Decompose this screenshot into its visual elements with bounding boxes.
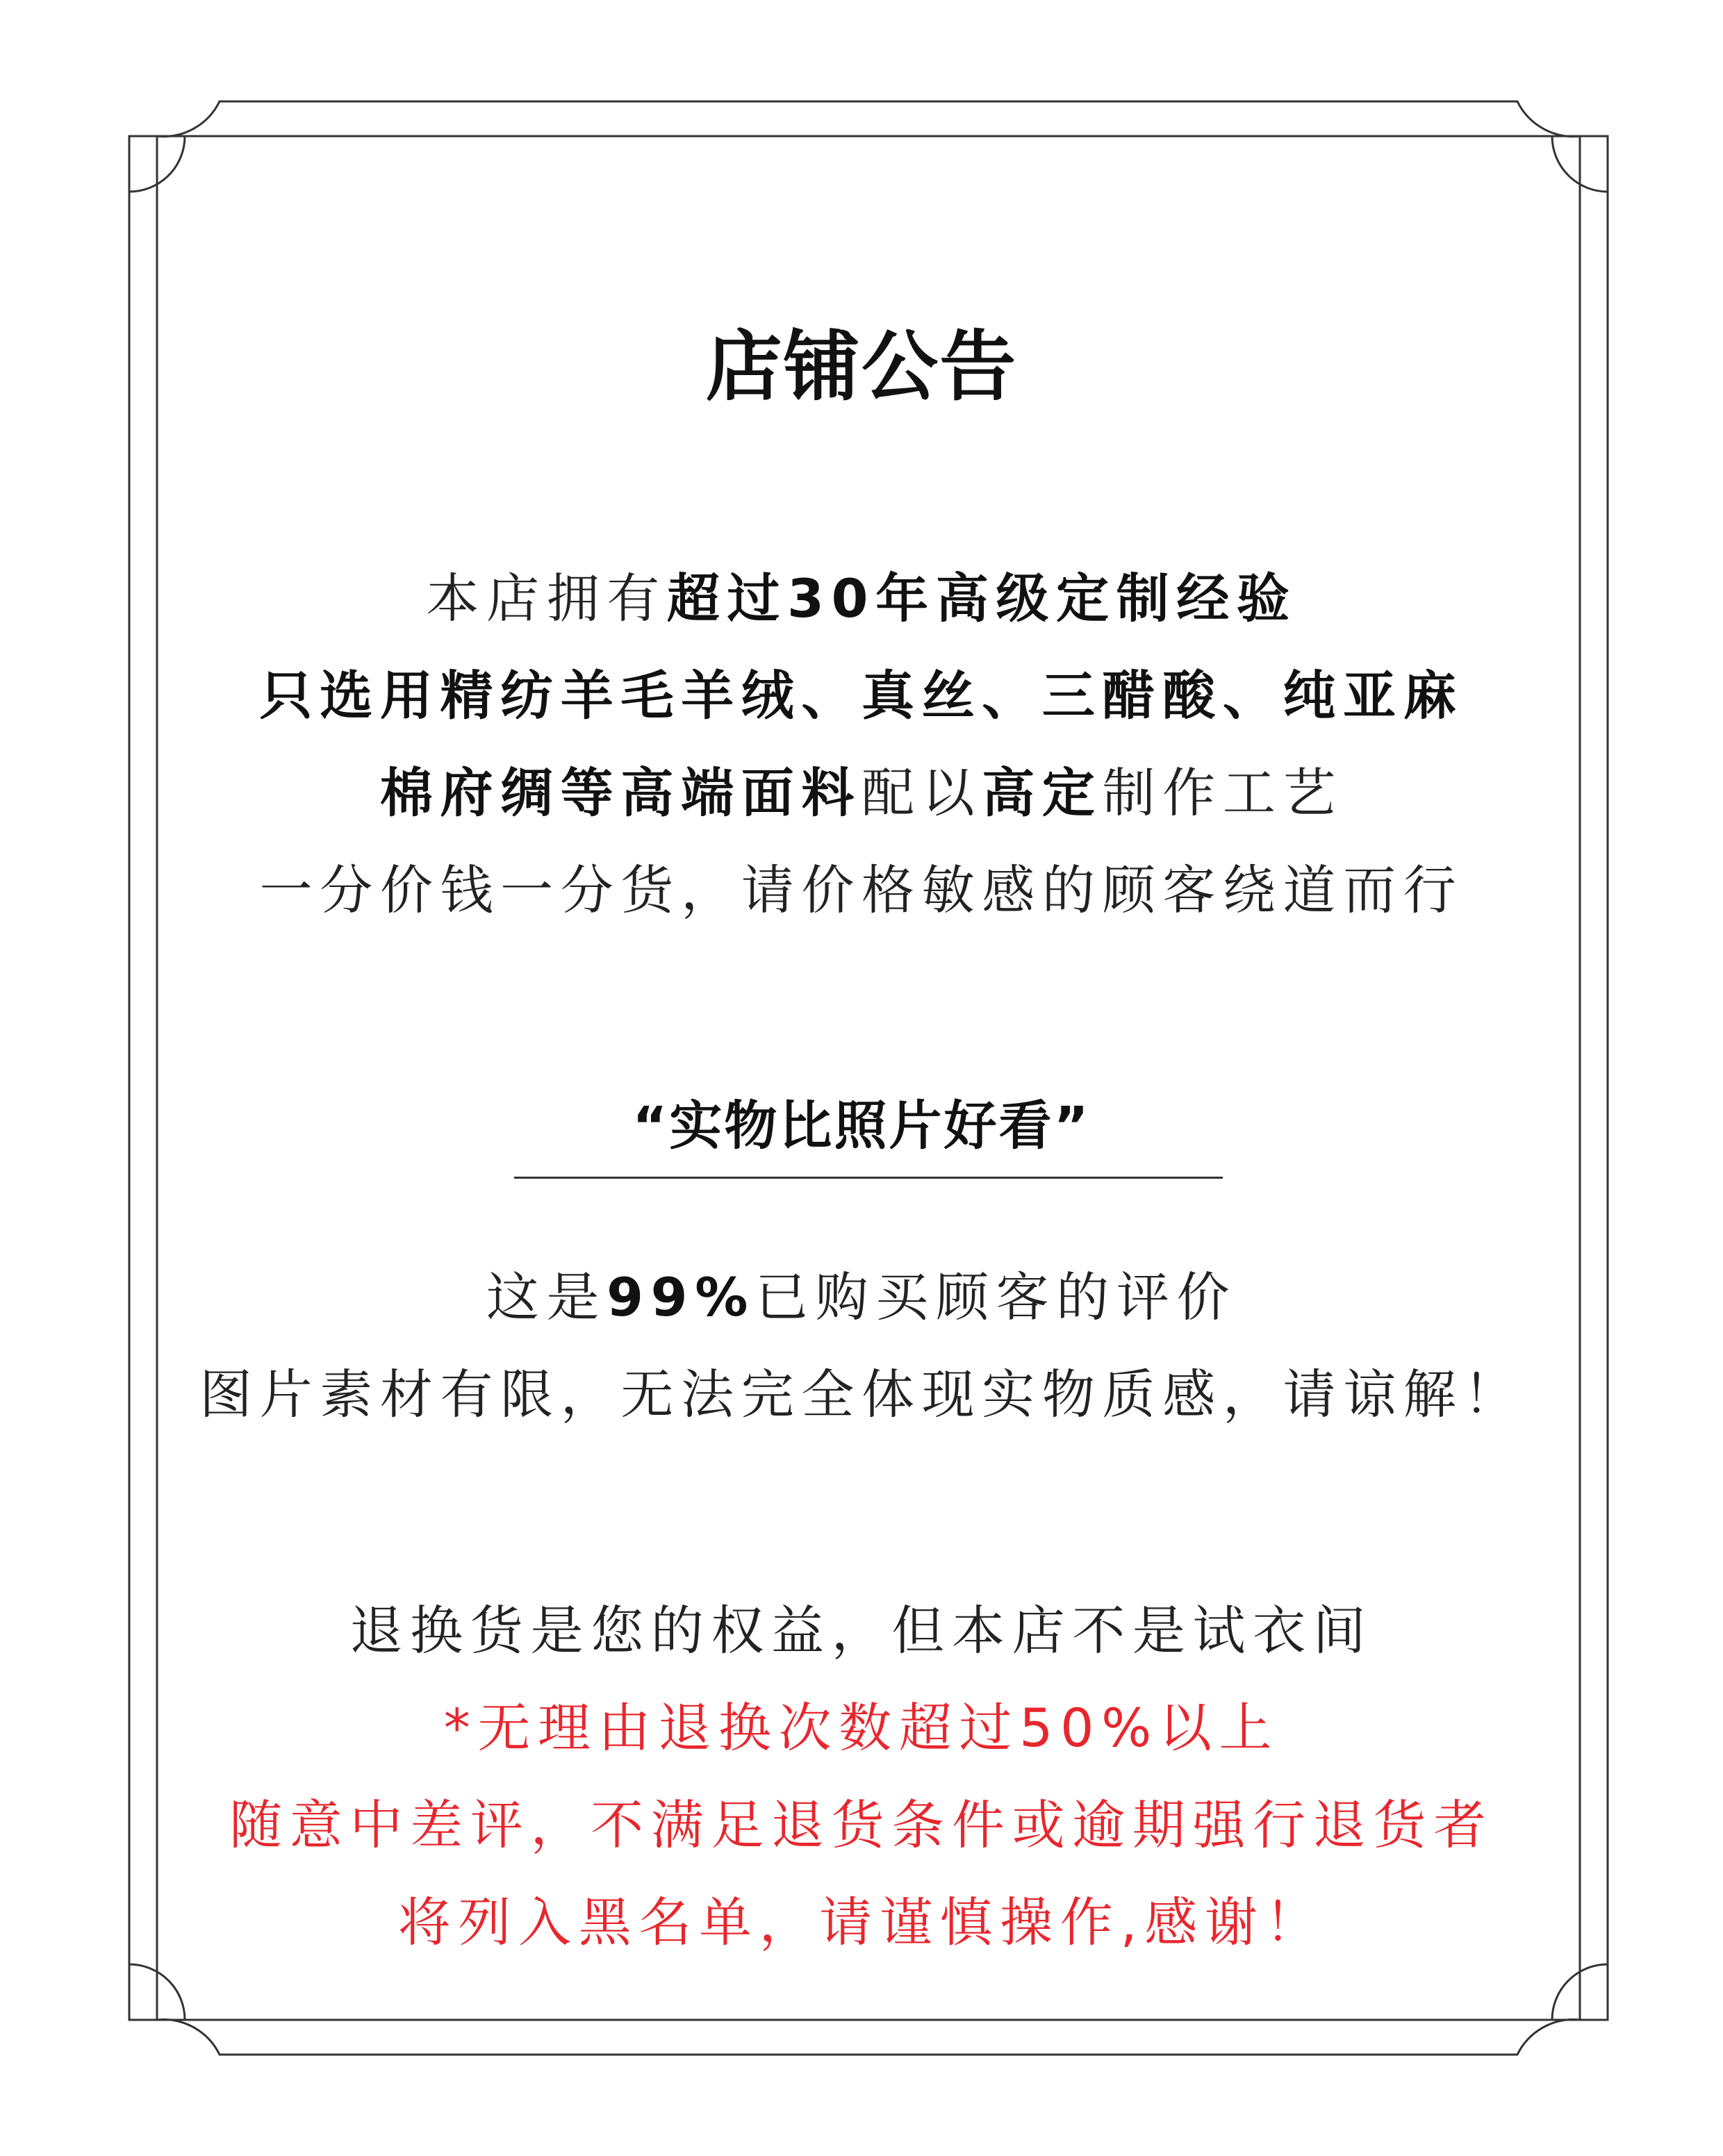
intro-line-3-plain-d: 制作工艺 — [1102, 762, 1344, 824]
returns-line-1: 退换货是您的权益，但本店不是试衣间 — [349, 1600, 1374, 1661]
review-line-2: 图片素材有限，无法完全体现实物质感，请谅解！ — [199, 1363, 1524, 1425]
quote-divider — [514, 1177, 1223, 1179]
intro-line-1-bold: 超过30年高级定制经验 — [666, 567, 1297, 629]
review-line-1-c: 已购买顾客的评价 — [755, 1266, 1237, 1328]
warning-line-2: 随意中差评，不满足退货条件或逾期强行退货者 — [229, 1794, 1494, 1856]
review-line-1 — [0, 1256, 1723, 1339]
intro-line-1 — [0, 557, 1723, 640]
quote-heading: “实物比照片好看” — [632, 1095, 1091, 1156]
announcement-title: 店铺公告 — [705, 322, 1018, 411]
review-line-1-a: 这是 — [486, 1266, 607, 1328]
intro-line-1-plain: 本店拥有 — [426, 567, 667, 629]
intro-line-3 — [0, 752, 1723, 835]
intro-line-3-bold-c: 高定 — [982, 762, 1103, 824]
warning-line-3: 将列入黑名单，请谨慎操作,感谢！ — [397, 1891, 1326, 1953]
intro-line-4: 一分价钱一分货，请价格敏感的顾客绕道而行 — [259, 859, 1464, 921]
intro-line-3-plain-b: 配以 — [861, 762, 982, 824]
warning-line-1: *无理由退换次数超过50%以上 — [443, 1697, 1280, 1759]
intro-line-2: 只选用精纺羊毛羊绒、真丝、三醋酸、纯亚麻 — [259, 665, 1464, 727]
intro-line-3-bold-a: 棉府绸等高端面料 — [379, 762, 861, 824]
review-percent: 99% — [607, 1266, 755, 1328]
